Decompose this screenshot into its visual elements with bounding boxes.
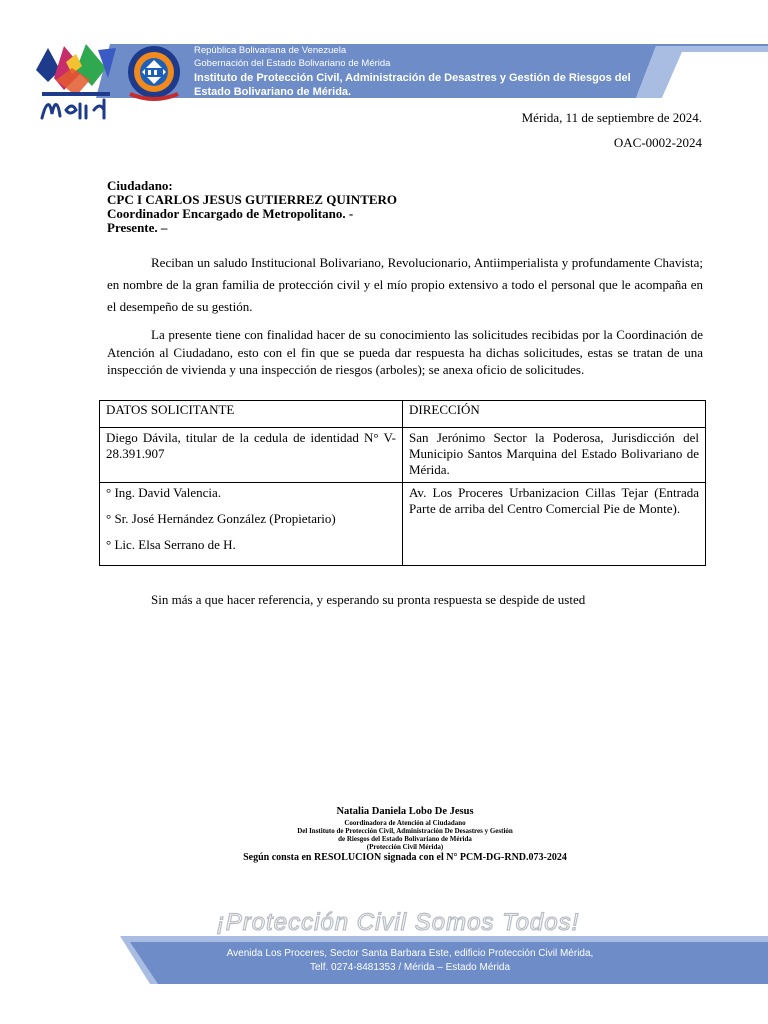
table-cell-direccion: San Jerónimo Sector la Poderosa, Jurisdicción del Municipio Santos Marquina del Estado Bolivariano de Mérida. <box>403 428 706 483</box>
signature-institute-line: de Riesgos del Estado Bolivariano de Mérida <box>338 835 472 843</box>
table-header-row <box>100 401 706 428</box>
closing-text: Sin más a que hacer referencia, y esperando su pronta respuesta se despide de usted <box>151 592 586 607</box>
header-text <box>194 44 768 100</box>
solicitante-item: ° Lic. Elsa Serrano de H. <box>106 537 236 552</box>
header-institute: Instituto de Protección Civil, Administración de Desastres y Gestión de Riesgos del <box>194 72 631 84</box>
solicitante-item: ° Ing. David Valencia. <box>106 485 222 500</box>
document-reference: OAC-0002-2024 <box>613 135 702 150</box>
addressee-presente: Presente. – <box>107 220 168 235</box>
document-date: Mérida, 11 de septiembre de 2024. <box>521 110 702 125</box>
footer-phone-line: Telf. 0274-8481353 / Mérida – Estado Mérida <box>309 962 511 973</box>
header-country: República Bolivariana de Venezuela <box>194 45 347 56</box>
footer-address <box>150 947 670 975</box>
body-paragraph-1: Reciban un saludo Institucional Bolivariano, Revolucionario, Antiimperialista y profundamente Chavista; en nombre de la gran familia de protección civil y el mío propio extensivo a todo el personal que le acompaña en el desempeño de su gestión. <box>107 255 703 314</box>
table-row <box>100 428 706 483</box>
signature-institute-line: (Protección Civil Mérida) <box>366 843 444 851</box>
addressee-block <box>107 179 397 235</box>
solicitante-item: ° Sr. José Hernández González (Propietario) <box>106 511 336 526</box>
table-header-direccion: DIRECCIÓN <box>403 401 706 428</box>
table-cell-direccion: Av. Los Proceres Urbanizacion Cillas Tejar (Entrada Parte de arriba del Centro Comercial Pie de Monte). <box>403 483 706 566</box>
addressee-position: Coordinador Encargado de Metropolitano. - <box>107 206 354 221</box>
body-paragraph-2: La presente tiene con finalidad hacer de su conocimiento las solicitudes recibidas por la Coordinación de Atención al Ciudadano, esto con el fin que se pueda dar respuesta ha dichas solicitudes, estas se tratan de una inspección de vivienda y una inspección de riesgos (arboles); se anexa oficio de solicitudes. <box>107 327 703 377</box>
slogan-text: ¡Protección Civil Somos Todos! <box>216 909 580 936</box>
table-cell-solicitante <box>100 483 403 566</box>
table-cell-solicitante: Diego Dávila, titular de la cedula de identidad N° V-28.391.907 <box>100 428 403 483</box>
signature-resolution: Según consta en RESOLUCION signada con el N° PCM-DG-RND.073-2024 <box>243 852 567 863</box>
requests-table <box>99 400 706 566</box>
footer-address-line: Avenida Los Proceres, Sector Santa Barbara Este, edificio Protección Civil Mérida, <box>226 948 594 959</box>
signature-institute-line: Del Instituto de Protección Civil, Administración De Desastres y Gestión <box>297 827 513 835</box>
header-government: Gobernación del Estado Bolivariano de Mérida <box>194 58 391 69</box>
table-header-solicitante: DATOS SOLICITANTE <box>100 401 403 428</box>
addressee-name: CPC I CARLOS JESUS GUTIERREZ QUINTERO <box>107 192 398 207</box>
header-state: Estado Bolivariano de Mérida. <box>194 86 352 98</box>
signature-title: Coordinadora de Atención al Ciudadano <box>344 819 466 827</box>
table-row <box>100 483 706 566</box>
signature-name: Natalia Daniela Lobo De Jesus <box>336 806 474 817</box>
addressee-salutation: Ciudadano: <box>107 178 173 193</box>
slogan <box>216 900 580 940</box>
merida-logo <box>36 40 120 120</box>
proteccion-civil-logo <box>118 44 190 100</box>
